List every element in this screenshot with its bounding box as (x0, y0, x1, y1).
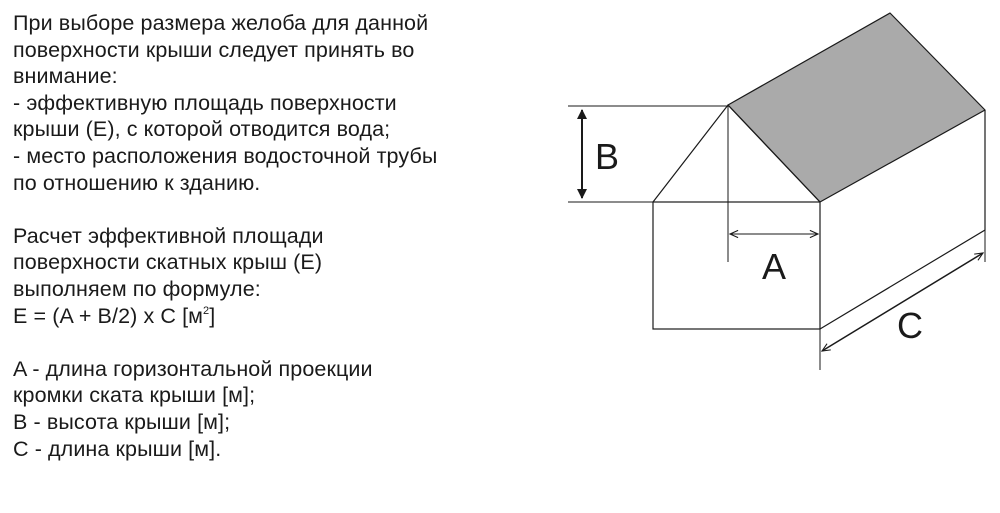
front-wall (653, 202, 820, 329)
intro-line: внимание: (13, 64, 118, 89)
label-a: A (762, 246, 787, 287)
formula-main: E = (A + B/2) x C [м (13, 303, 204, 328)
roof-slope (728, 13, 985, 202)
formula-exponent: 2 (203, 304, 210, 317)
legend-line: B - высота крыши [м]; (13, 409, 231, 434)
intro-line: поверхности крыши следует принять во (13, 37, 415, 62)
calc-line: поверхности скатных крыш (E) (13, 250, 323, 275)
formula-close: ] (209, 303, 216, 328)
calc-line: выполняем по формуле: (13, 276, 261, 301)
intro-line: - эффективную площадь поверхности (13, 90, 397, 115)
intro-line: - место расположения водосточной трубы (13, 143, 438, 168)
legend-line: кромки ската крыши [м]; (13, 383, 256, 408)
legend-line: C - длина крыши [м]. (13, 436, 222, 461)
label-b: B (595, 136, 620, 177)
intro-line: крыши (E), с которой отводится вода; (13, 117, 391, 142)
intro-line: по отношению к зданию. (13, 170, 261, 195)
label-c: C (897, 305, 923, 346)
legend-line: A - длина горизонтальной проекции (13, 356, 373, 381)
intro-line: При выборе размера желоба для данной (13, 11, 429, 35)
calc-line: Расчет эффективной площади (13, 223, 324, 248)
